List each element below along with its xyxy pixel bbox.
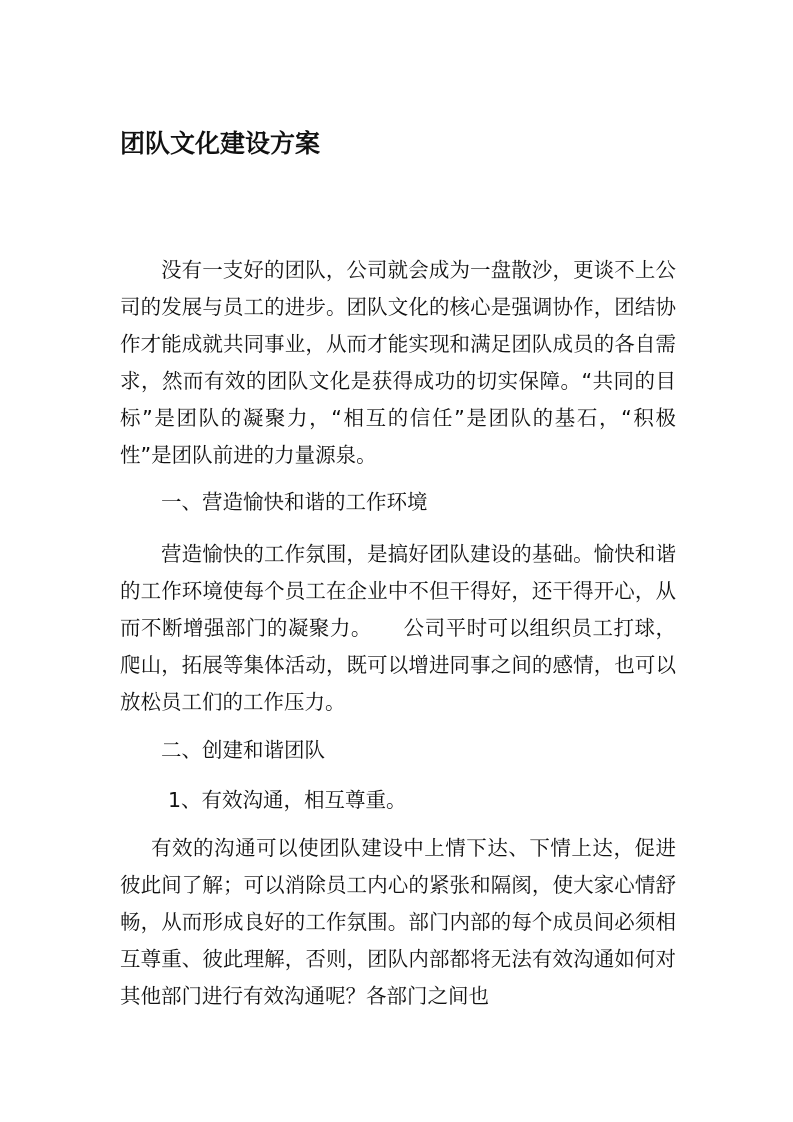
section-heading-block-2: [120, 732, 676, 769]
intro-paragraph: 没有一支好的团队，公司就会成为一盘散沙，更谈不上公司的发展与员工的进步。团队文化的核心是强调协作，团结协作才能成就共同事业，从而才能实现和满足团队成员的各自需求，然而有效的团队文化是获得成功的切实保障。“共同的目标”是团队的凝聚力，“相互的信任”是团队的基石，“积极性”是团队前进的力量源泉。: [120, 258, 676, 467]
section-paragraph-block-1: [120, 536, 676, 721]
intro-paragraph-block: [120, 252, 676, 473]
section-paragraph-2: 有效的沟通可以使团队建设中上情下达、下情上达，促进彼此间了解；可以消除员工内心的紧张和隔阂，使大家心情舒畅，从而形成良好的工作氛围。部门内部的每个成员间必须相互尊重、彼此理解，否则，团队内部都将无法有效沟通如何对其他部门进行有效沟通呢？各部门之间也: [120, 836, 676, 1008]
subheading-1: 1、有效沟通，相互尊重。: [168, 788, 407, 812]
section-heading-2: 二、创建和谐团队: [161, 738, 325, 762]
section-heading-1: 一、营造愉快和谐的工作环境: [161, 490, 428, 514]
subheading-block-1: [120, 782, 676, 819]
document-title: 团队文化建设方案: [120, 129, 321, 158]
section-heading-block-1: [120, 484, 676, 521]
section-paragraph-1: 营造愉快的工作氛围，是搞好团队建设的基础。愉快和谐的工作环境使每个员工在企业中不但干得好，还干得开心，从而不断增强部门的凝聚力。 公司平时可以组织员工打球，爬山，拓展等集体活动，既可以增进同事之间的感情，也可以放松员工们的工作压力。: [120, 542, 676, 714]
section-paragraph-block-2: [120, 830, 676, 1015]
